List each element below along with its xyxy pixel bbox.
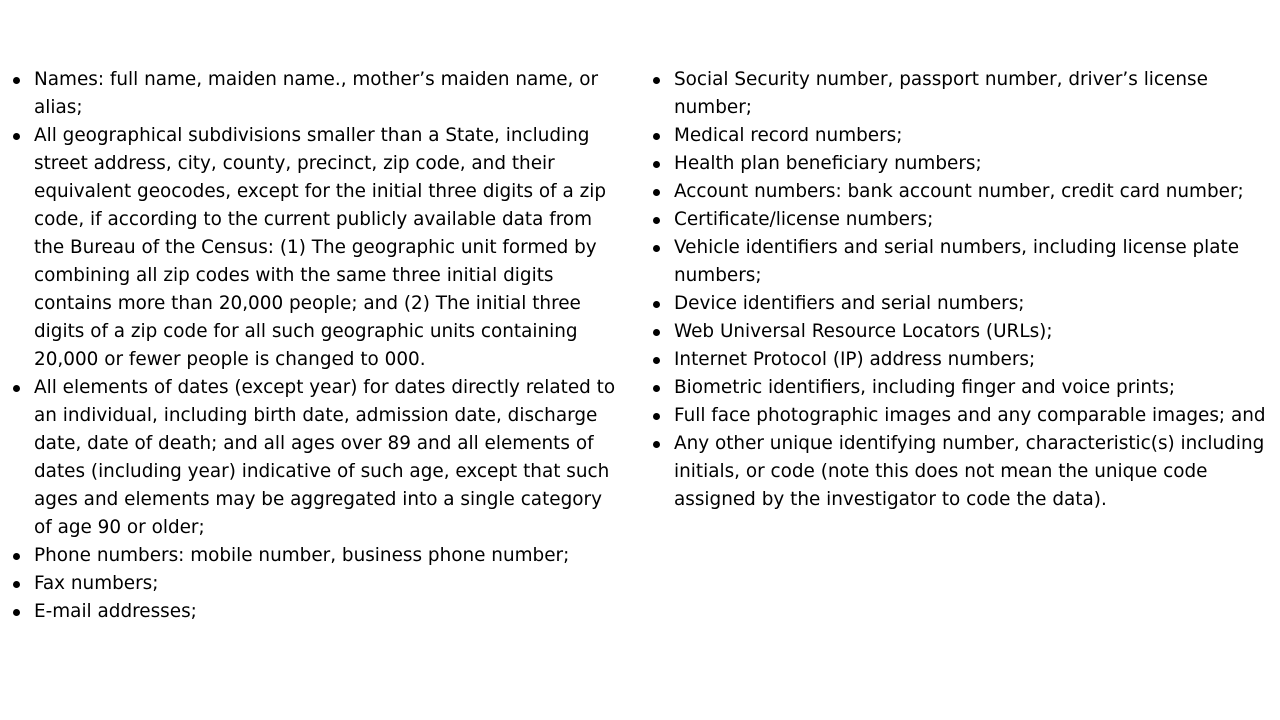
bullet-icon (653, 329, 660, 336)
list-item-text: Certificate/license numbers; (674, 209, 934, 230)
bullet-icon (653, 77, 660, 84)
list-item-text: All elements of dates (except year) for dates directly related to an individual, including birth date, admission date, discharge date, date of death; and all ages over 89 and all elements of dates (including year) indicative of such age, except that such ages and elements may be aggregated into a single category of age 90 or older; (34, 377, 616, 538)
list-item-text: Phone numbers: mobile number, business phone number; (34, 545, 570, 566)
identifier-list-left (0, 66, 622, 626)
list-item (640, 430, 1276, 514)
bullet-icon (653, 245, 660, 252)
list-item-text: Fax numbers; (34, 573, 159, 594)
list-item (0, 374, 622, 542)
list-item (640, 346, 1276, 374)
bullet-icon (13, 553, 20, 560)
bullet-icon (13, 385, 20, 392)
bullet-icon (653, 385, 660, 392)
list-item (0, 66, 622, 122)
list-item-text: All geographical subdivisions smaller than a State, including street address, city, county, precinct, zip code, and their equivalent geocodes, except for the initial three digits of a zip code, if according to the current publicly available data from the Bureau of the Census: (1) The geographic unit formed by combining all zip codes with the same three initial digits contains more than 20,000 people; and (2) The initial three digits of a zip code for all such geographic units containing 20,000 or fewer people is changed to 000. (34, 125, 607, 370)
list-item (640, 150, 1276, 178)
bullet-icon (13, 77, 20, 84)
list-item-text: E-mail addresses; (34, 601, 197, 622)
list-item (640, 290, 1276, 318)
identifier-list-right (640, 66, 1276, 514)
list-item (640, 318, 1276, 346)
list-item (640, 122, 1276, 150)
list-item (640, 402, 1276, 430)
list-item (640, 374, 1276, 402)
list-item-text: Biometric identifiers, including finger and voice prints; (674, 377, 1176, 398)
bullet-icon (13, 609, 20, 616)
list-item (640, 66, 1276, 122)
list-item-text: Names: full name, maiden name., mother’s maiden name, or alias; (34, 69, 599, 118)
bullet-icon (653, 441, 660, 448)
list-item-text: Internet Protocol (IP) address numbers; (674, 349, 1036, 370)
bullet-icon (653, 217, 660, 224)
bullet-icon (653, 133, 660, 140)
list-item-text: Social Security number, passport number, driver’s license number; (674, 69, 1208, 118)
list-item-text: Vehicle identifiers and serial numbers, including license plate numbers; (674, 237, 1240, 286)
left-column (0, 66, 622, 626)
list-item (0, 598, 622, 626)
bullet-icon (653, 189, 660, 196)
bullet-icon (13, 581, 20, 588)
bullet-icon (653, 161, 660, 168)
list-item-text: Health plan beneficiary numbers; (674, 153, 982, 174)
list-item (0, 570, 622, 598)
bullet-icon (653, 357, 660, 364)
bullet-icon (13, 133, 20, 140)
list-item (640, 234, 1276, 290)
list-item (0, 122, 622, 374)
list-item (640, 206, 1276, 234)
list-item-text: Web Universal Resource Locators (URLs); (674, 321, 1053, 342)
list-item-text: Device identifiers and serial numbers; (674, 293, 1025, 314)
list-item (640, 178, 1276, 206)
right-column (640, 66, 1276, 514)
bullet-icon (653, 413, 660, 420)
list-item-text: Account numbers: bank account number, credit card number; (674, 181, 1244, 202)
list-item-text: Full face photographic images and any comparable images; and (674, 405, 1266, 426)
list-item-text: Medical record numbers; (674, 125, 903, 146)
list-item-text: Any other unique identifying number, characteristic(s) including initials, or code (note this does not mean the unique code assigned by the investigator to code the data). (674, 433, 1265, 510)
bullet-icon (653, 301, 660, 308)
list-item (0, 542, 622, 570)
